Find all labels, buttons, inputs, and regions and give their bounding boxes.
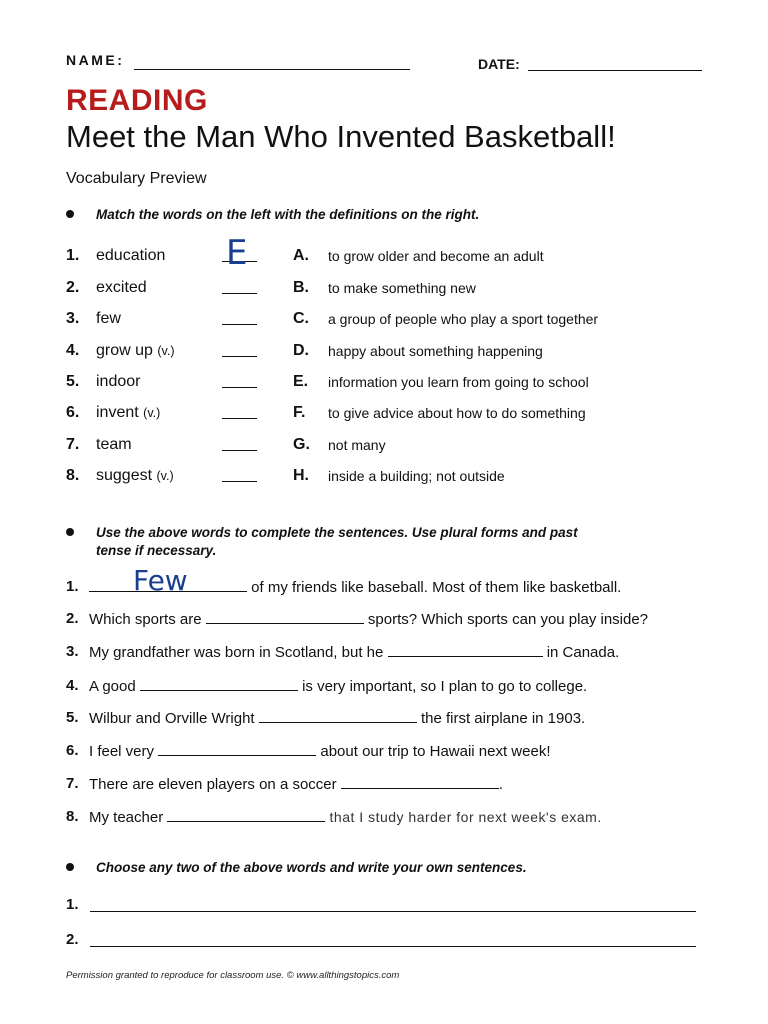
sentences-instruction-line1: Use the above words to complete the sentences. Use plural forms and past	[96, 525, 578, 540]
bullet-icon	[66, 863, 74, 871]
sentence-number: 5.	[66, 709, 79, 726]
sentence-after: that I study harder for next week's exam.	[329, 809, 602, 825]
definition-text: to make something new	[328, 280, 476, 296]
definition-text: not many	[328, 437, 386, 453]
answer-blank[interactable]	[222, 418, 257, 419]
sentence-number: 8.	[66, 808, 79, 825]
definition-text: a group of people who play a sport together	[328, 311, 599, 327]
sentence-row	[0, 677, 768, 703]
definition-letter: F.	[293, 404, 306, 421]
word	[96, 404, 160, 422]
date-field[interactable]	[528, 70, 702, 71]
word	[96, 279, 147, 297]
word-text: team	[96, 436, 132, 453]
sentence-row	[0, 709, 768, 735]
word-text: education	[96, 247, 166, 264]
bullet-icon	[66, 528, 74, 536]
definition-letter: G.	[293, 436, 310, 453]
sentence-row	[0, 564, 768, 604]
sentence-after: about our trip to Hawaii next week!	[320, 743, 551, 760]
sentence-before: My grandfather was born in Scotland, but he	[89, 644, 384, 661]
word-number: 4.	[66, 342, 80, 359]
sentence-after: is very important, so I plan to go to college.	[302, 678, 588, 695]
sentence-text	[89, 643, 619, 661]
sentence-row	[0, 643, 768, 669]
word-number: 2.	[66, 279, 80, 296]
sentence-number: 2.	[66, 610, 79, 627]
sentences-instruction-line2: tense if necessary.	[96, 543, 217, 558]
section-title: READING	[66, 84, 208, 117]
word	[96, 247, 165, 265]
sentence-before: A good	[89, 678, 136, 695]
word	[96, 310, 121, 328]
answer-blank[interactable]	[222, 356, 257, 357]
sentence-blank[interactable]	[206, 610, 364, 624]
sentence-number: 7.	[66, 775, 79, 792]
sentence-number: 3.	[66, 643, 79, 660]
matching-row	[0, 310, 768, 340]
own-sentences-instruction: Choose any two of the above words and write your own sentences.	[96, 860, 527, 875]
definition-letter: D.	[293, 342, 309, 359]
sentence-row	[0, 742, 768, 768]
sentence-row	[0, 610, 768, 636]
sentence-number: 4.	[66, 677, 79, 694]
sentence-number: 1.	[66, 578, 79, 595]
definition-letter: H.	[293, 467, 309, 484]
sentence-number: 6.	[66, 742, 79, 759]
sentence-row	[0, 808, 768, 834]
part-of-speech: (v.)	[157, 344, 175, 358]
word	[96, 342, 175, 360]
matching-row	[0, 233, 768, 277]
sentence-before: Which sports are	[89, 611, 202, 628]
sentence-blank[interactable]	[167, 808, 325, 822]
name-label: NAME:	[66, 52, 125, 68]
matching-row	[0, 342, 768, 372]
word-number: 3.	[66, 310, 80, 327]
sentence-before: My teacher	[89, 809, 164, 826]
word-number: 5.	[66, 373, 80, 390]
sentence-before: Wilbur and Orville Wright	[89, 710, 255, 727]
sentence-text	[89, 742, 551, 760]
page-title: Meet the Man Who Invented Basketball!	[66, 119, 616, 154]
matching-row	[0, 373, 768, 403]
sentence-text	[89, 709, 585, 727]
sentence-blank[interactable]	[158, 742, 316, 756]
word	[96, 373, 140, 391]
answer-blank[interactable]	[222, 481, 257, 482]
own-sentence-line[interactable]	[90, 946, 696, 947]
sentence-blank[interactable]	[341, 775, 499, 789]
word-number: 7.	[66, 436, 80, 453]
word	[96, 436, 132, 454]
sentence-text	[89, 610, 648, 628]
own-sentence-number: 1.	[66, 896, 79, 913]
answer-blank[interactable]	[222, 450, 257, 451]
footer-credit: Permission granted to reproduce for classroom use. © www.allthingstopics.com	[66, 970, 400, 981]
matching-row	[0, 467, 768, 497]
matching-instruction: Match the words on the left with the definitions on the right.	[96, 207, 480, 222]
definition-letter: B.	[293, 279, 309, 296]
bullet-icon	[66, 210, 74, 218]
word-number: 8.	[66, 467, 80, 484]
name-field[interactable]	[134, 69, 410, 70]
word-text: invent	[96, 404, 139, 421]
word-text: few	[96, 310, 121, 327]
matching-row	[0, 404, 768, 434]
sentence-before: I feel very	[89, 743, 155, 760]
part-of-speech: (v.)	[156, 469, 174, 483]
sentence-row	[0, 775, 768, 801]
word-number: 6.	[66, 404, 80, 421]
word-text: indoor	[96, 373, 141, 390]
handwritten-answer: E	[226, 233, 248, 273]
answer-blank[interactable]	[222, 387, 257, 388]
answer-blank[interactable]	[222, 293, 257, 294]
definition-text: to give advice about how to do something	[328, 405, 586, 421]
sentence-text	[89, 808, 602, 826]
definition-letter: A.	[293, 247, 309, 264]
definition-text: inside a building; not outside	[328, 468, 505, 484]
definition-letter: E.	[293, 373, 309, 390]
word-number: 1.	[66, 247, 80, 264]
part-of-speech: (v.)	[143, 406, 161, 420]
sentence-before: There are eleven players on a soccer	[89, 776, 337, 793]
sentence-text	[89, 677, 587, 695]
vocabulary-heading: Vocabulary Preview	[66, 170, 207, 187]
word	[96, 467, 174, 485]
word-text: suggest	[96, 467, 153, 484]
sentence-blank[interactable]	[388, 643, 543, 657]
own-sentence-number: 2.	[66, 931, 79, 948]
sentence-after: of my friends like baseball. Most of them like basketball.	[251, 579, 622, 596]
sentence-blank[interactable]	[259, 709, 417, 723]
answer-blank[interactable]	[222, 324, 257, 325]
sentence-after: .	[498, 776, 503, 793]
sentence-text	[89, 775, 503, 793]
sentence-after: in Canada.	[546, 644, 620, 661]
word-text: grow up	[96, 342, 153, 359]
sentence-blank[interactable]	[140, 677, 298, 691]
handwritten-answer: Few	[133, 564, 188, 597]
word-text: excited	[96, 279, 147, 296]
definition-text: information you learn from going to school	[328, 374, 589, 390]
sentence-after: sports? Which sports can you play inside?	[367, 611, 649, 628]
sentence-after: the first airplane in 1903.	[420, 710, 586, 727]
own-sentence-line[interactable]	[90, 911, 696, 912]
definition-text: to grow older and become an adult	[328, 248, 544, 264]
matching-row	[0, 279, 768, 309]
matching-row	[0, 436, 768, 466]
date-label: DATE:	[478, 56, 520, 72]
definition-text: happy about something happening	[328, 343, 543, 359]
definition-letter: C.	[293, 310, 309, 327]
